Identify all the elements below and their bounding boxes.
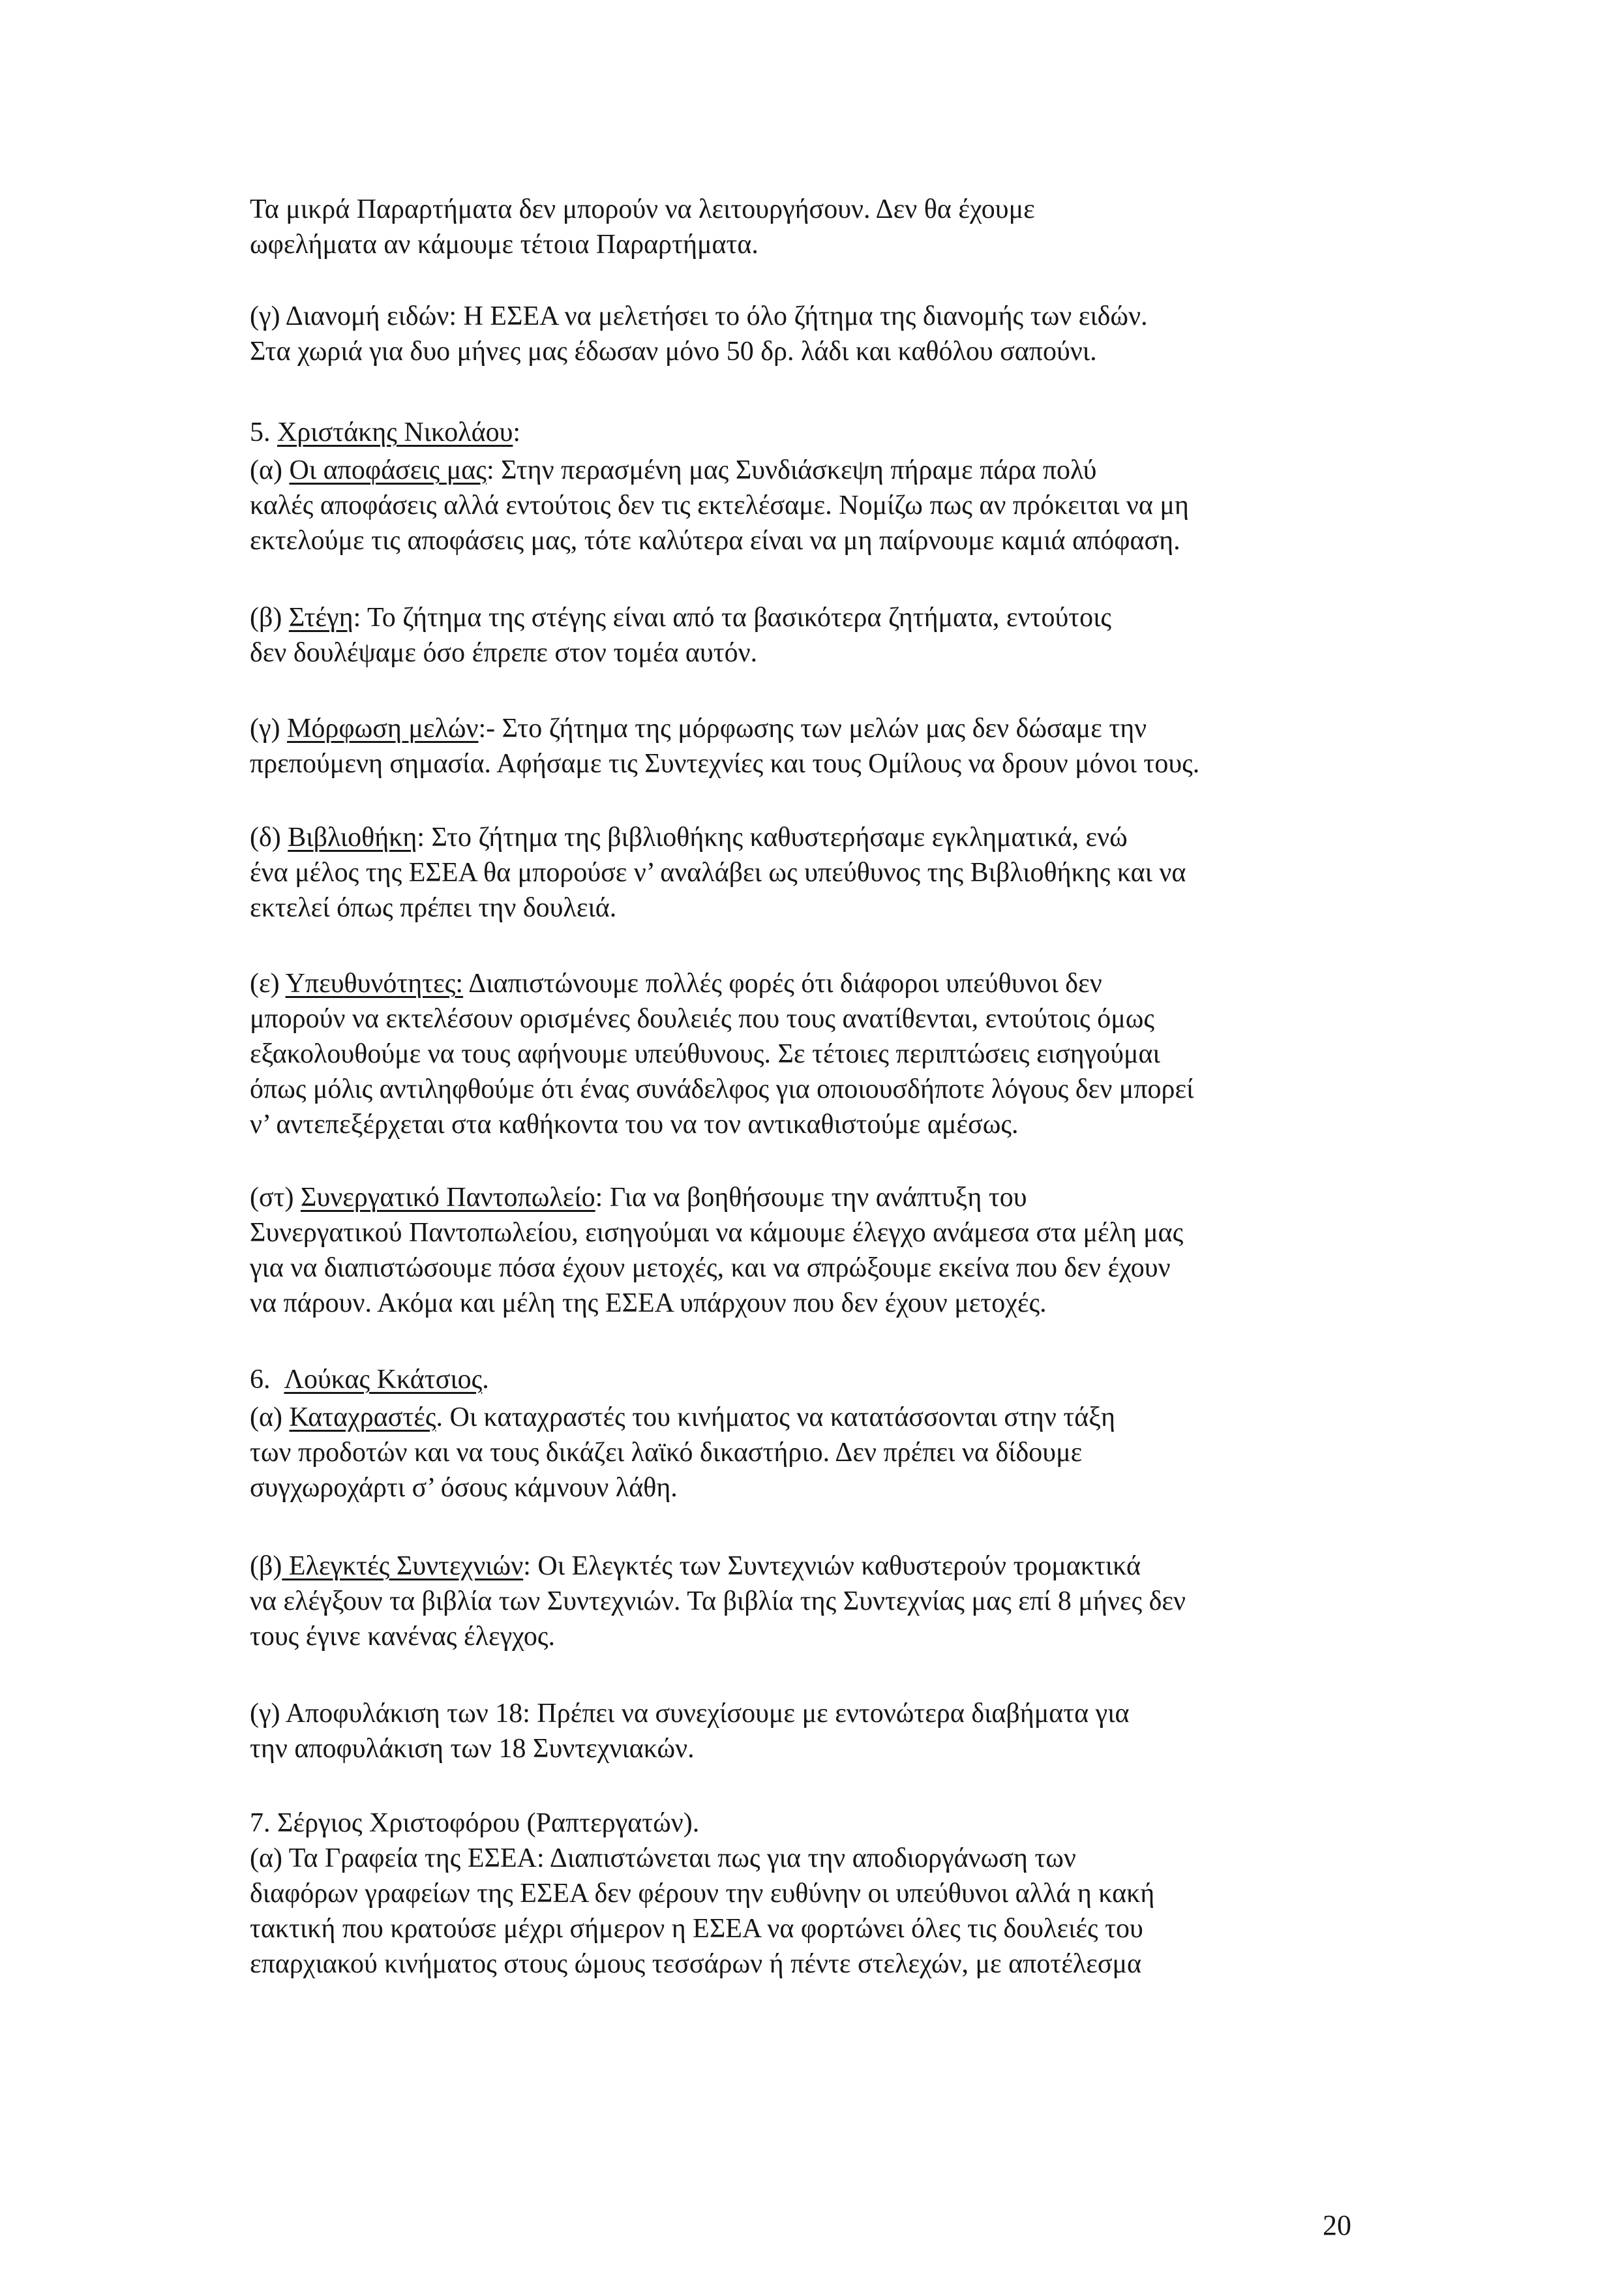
text-line: διαφόρων γραφείων της ΕΣΕΑ δεν φέρουν την ευθύνην οι υπεύθυνοι αλλά η κακή bbox=[250, 1879, 1155, 1909]
item-title: Μόρφωση μελών bbox=[287, 714, 479, 744]
item-title: Καταχραστές bbox=[289, 1402, 436, 1432]
item-5c-member-education bbox=[250, 711, 1372, 781]
text-line bbox=[250, 820, 1372, 855]
text-line bbox=[250, 453, 1372, 488]
item-text: : Οι Ελεγκτές των Συντεχνιών καθυστερούν τρομακτικά bbox=[523, 1551, 1141, 1581]
item-title: Βιβλιοθήκη bbox=[288, 823, 417, 853]
text-line bbox=[250, 1400, 1372, 1435]
item-prefix: (δ) bbox=[250, 823, 281, 853]
speaker-name: Χριστάκης Νικολάου bbox=[277, 417, 513, 447]
item-prefix: (α) bbox=[250, 1402, 282, 1432]
section-7 bbox=[250, 1805, 1372, 1982]
text-line: ωφελήματα αν κάμουμε τέτοια Παραρτήματα. bbox=[250, 230, 758, 260]
item-title: Ελεγκτές Συντεχνιών bbox=[282, 1551, 524, 1581]
paragraph-small-branches bbox=[250, 192, 1372, 262]
section-7-heading: 7. Σέργιος Χριστοφόρου (Ραπτεργατών). bbox=[250, 1808, 700, 1838]
item-text: : Στο ζήτημα της βιβλιοθήκης καθυστερήσαμε εγκληματικά, ενώ bbox=[417, 823, 1128, 853]
text-line: καλές αποφάσεις αλλά εντούτοις δεν τις εκτελέσαμε. Νομίζω πως αν πρόκειται να μη bbox=[250, 491, 1189, 521]
text-line: συγχωροχάρτι σ’ όσους κάμνουν λάθη. bbox=[250, 1473, 678, 1503]
heading-dot: . bbox=[482, 1365, 489, 1395]
section-6-heading bbox=[250, 1362, 1372, 1397]
text-line: (γ) Διανομή ειδών: Η ΕΣΕΑ να μελετήσει το όλο ζήτημα της διανομής των ειδών. bbox=[250, 301, 1148, 331]
text-line: την αποφυλάκιση των 18 Συντεχνιακών. bbox=[250, 1734, 695, 1764]
item-title: Στέγη bbox=[288, 603, 353, 633]
item-title: Συνεργατικό Παντοπωλείο bbox=[301, 1183, 595, 1213]
item-5e-responsibilities bbox=[250, 966, 1372, 1142]
text-line: δεν δουλέψαμε όσο έπρεπε στον τομέα αυτόν. bbox=[250, 638, 758, 668]
section-5-heading bbox=[250, 415, 1372, 450]
text-line: εκτελούμε τις αποφάσεις μας, τότε καλύτερα είναι να μη παίρνουμε καμιά απόφαση. bbox=[250, 526, 1180, 556]
item-5f-cooperative-store bbox=[250, 1180, 1372, 1321]
text-line: ν’ αντεπεξέρχεται στα καθήκοντα του να τον αντικαθιστούμε αμέσως. bbox=[250, 1110, 1019, 1140]
item-prefix: (β) bbox=[250, 603, 282, 633]
item-title: Υπευθυνότητες: bbox=[285, 969, 464, 999]
text-line: Τα μικρά Παραρτήματα δεν μπορούν να λειτουργήσουν. Δεν θα έχουμε bbox=[250, 194, 1035, 224]
heading-colon: : bbox=[513, 417, 521, 447]
text-line bbox=[250, 1180, 1372, 1215]
text-line: πρεπούμενη σημασία. Αφήσαμε τις Συντεχνίες και τους Ομίλους να δρουν μόνοι τους. bbox=[250, 749, 1200, 779]
text-line: να πάρουν. Ακόμα και μέλη της ΕΣΕΑ υπάρχουν που δεν έχουν μετοχές. bbox=[250, 1288, 1047, 1318]
paragraph-distribution-goods bbox=[250, 299, 1372, 369]
text-line: εξακολουθούμε να τους αφήνουμε υπεύθυνους. Σε τέτοιες περιπτώσεις εισηγούμαι bbox=[250, 1039, 1160, 1069]
item-6b-union-auditors bbox=[250, 1548, 1372, 1654]
page-number: 20 bbox=[1323, 2209, 1351, 2241]
section-number: 5. bbox=[250, 417, 271, 447]
text-line: να ελέγξουν τα βιβλία των Συντεχνιών. Τα βιβλία της Συντεχνίας μας επί 8 μήνες δεν bbox=[250, 1586, 1186, 1616]
text-line bbox=[250, 1548, 1372, 1584]
item-5b-housing bbox=[250, 600, 1372, 671]
item-text: : Για να βοηθήσουμε την ανάπτυξη του bbox=[595, 1183, 1027, 1213]
item-prefix: (γ) bbox=[250, 714, 280, 744]
item-prefix: (β) bbox=[250, 1551, 282, 1581]
item-5a-decisions bbox=[250, 453, 1372, 558]
text-line: τους έγινε κανένας έλεγχος. bbox=[250, 1622, 556, 1652]
item-title: Οι αποφάσεις μας bbox=[289, 455, 487, 485]
text-line: (α) Τα Γραφεία της ΕΣΕΑ: Διαπιστώνεται πως για την αποδιοργάνωση των bbox=[250, 1843, 1076, 1873]
text-line bbox=[250, 600, 1372, 635]
item-text: : Το ζήτημα της στέγης είναι από τα βασικότερα ζητήματα, εντούτοις bbox=[353, 603, 1112, 633]
item-prefix: (στ) bbox=[250, 1183, 294, 1213]
text-line: Στα χωριά για δυο μήνες μας έδωσαν μόνο 50 δρ. λάδι και καθόλου σαπούνι. bbox=[250, 337, 1097, 367]
text-line: (γ) Αποφυλάκιση των 18: Πρέπει να συνεχίσουμε με εντονώτερα διαβήματα για bbox=[250, 1699, 1130, 1729]
text-line: μπορούν να εκτελέσουν ορισμένες δουλειές που τους ανατίθενται, εντούτοις όμως bbox=[250, 1004, 1154, 1034]
item-5d-library bbox=[250, 820, 1372, 926]
text-line: των προδοτών και να τους δικάζει λαϊκό δικαστήριο. Δεν πρέπει να δίδουμε bbox=[250, 1438, 1083, 1468]
text-line: εκτελεί όπως πρέπει την δουλειά. bbox=[250, 893, 617, 923]
item-text: : Στην περασμένη μας Συνδιάσκεψη πήραμε πάρα πολύ bbox=[486, 455, 1097, 485]
section-number: 6. bbox=[250, 1365, 271, 1395]
item-text: Διαπιστώνουμε πολλές φορές ότι διάφοροι υπεύθυνοι δεν bbox=[463, 969, 1102, 999]
speaker-name: Λούκας Κκάτσιος bbox=[284, 1365, 483, 1395]
text-line: Συνεργατικού Παντοπωλείου, εισηγούμαι να κάμουμε έλεγχο ανάμεσα στα μέλη μας bbox=[250, 1218, 1184, 1248]
text-line: όπως μόλις αντιληφθούμε ότι ένας συνάδελφος για οποιουσδήποτε λόγους δεν μπορεί bbox=[250, 1074, 1194, 1104]
item-prefix: (ε) bbox=[250, 969, 280, 999]
text-line: τακτική που κρατούσε μέχρι σήμερον η ΕΣΕΑ να φορτώνει όλες τις δουλειές του bbox=[250, 1914, 1143, 1944]
text-line bbox=[250, 966, 1372, 1001]
text-line bbox=[250, 711, 1372, 746]
text-line: ένα μέλος της ΕΣΕΑ θα μπορούσε ν’ αναλάβει ως υπεύθυνος της Βιβλιοθήκης και να bbox=[250, 858, 1186, 888]
text-line: για να διαπιστώσουμε πόσα έχουν μετοχές, και να σπρώξουμε εκείνα που δεν έχουν bbox=[250, 1253, 1171, 1283]
item-prefix: (α) bbox=[250, 455, 282, 485]
item-6a-embezzlers bbox=[250, 1400, 1372, 1505]
item-text: :- Στο ζήτημα της μόρφωσης των μελών μας δεν δώσαμε την bbox=[478, 714, 1147, 744]
item-6c-release-of-18 bbox=[250, 1696, 1372, 1766]
item-text: . Οι καταχραστές του κινήματος να κατατάσσονται στην τάξη bbox=[436, 1402, 1115, 1432]
text-line: επαρχιακού κινήματος στους ώμους τεσσάρων ή πέντε στελεχών, με αποτέλεσμα bbox=[250, 1949, 1142, 1979]
